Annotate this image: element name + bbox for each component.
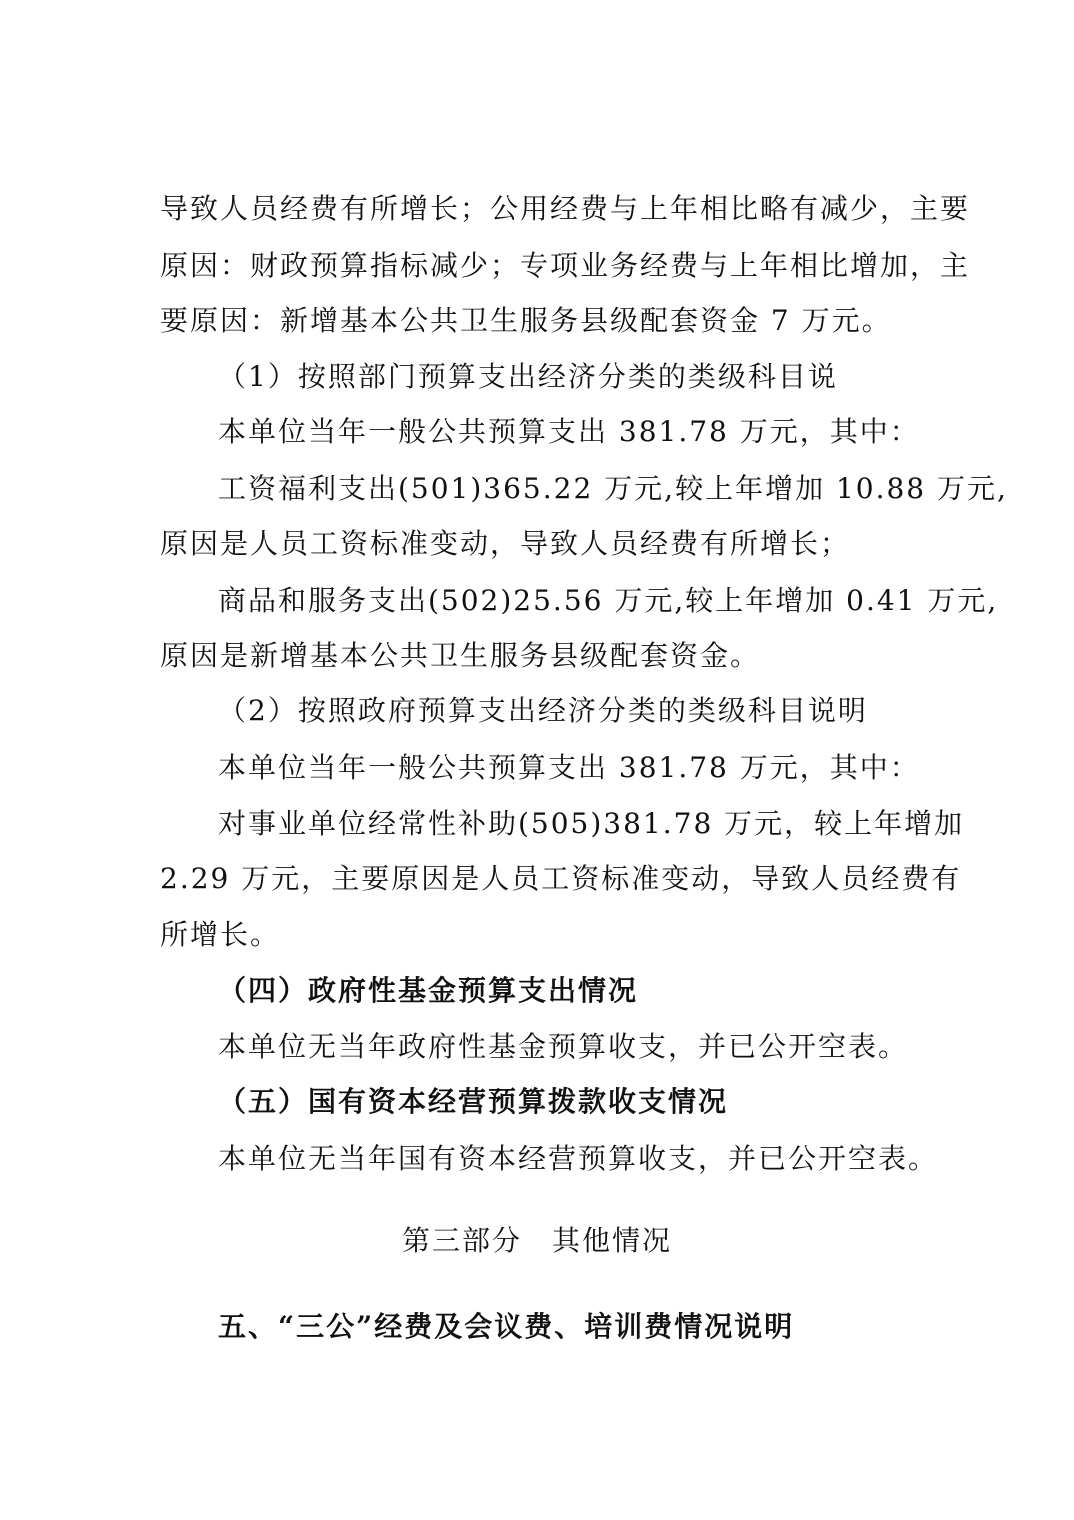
paragraph-line-11: 2.29 万元，主要原因是人员工资标准变动，导致人员经费有 <box>160 862 962 895</box>
paragraph-line-12: 所增长。 <box>160 918 281 951</box>
paragraph-line-13: 本单位无当年政府性基金预算收支，并已公开空表。 <box>218 1030 909 1063</box>
section-heading-4: （四）政府性基金预算支出情况 <box>218 974 639 1007</box>
section-heading-5: （五）国有资本经营预算拨款收支情况 <box>218 1085 729 1118</box>
paragraph-line-4: 本单位当年一般公共预算支出 381.78 万元，其中： <box>218 415 920 448</box>
section-title: 五、“三公”经费及会议费、培训费情况说明 <box>218 1310 795 1343</box>
paragraph-line-9: 本单位当年一般公共预算支出 381.78 万元，其中： <box>218 751 920 784</box>
subheading-1: （1）按照部门预算支出经济分类的类级科目说 <box>218 360 838 393</box>
paragraph-line-10: 对事业单位经常性补助(505)381.78 万元，较上年增加 <box>218 807 965 840</box>
paragraph-line-2: 原因：财政预算指标减少；专项业务经费与上年相比增加，主 <box>160 249 971 282</box>
paragraph-line-3: 要原因：新增基本公共卫生服务县级配套资金 7 万元。 <box>160 304 892 337</box>
paragraph-line-6: 原因是人员工资标准变动，导致人员经费有所增长； <box>160 527 851 560</box>
paragraph-line-8: 原因是新增基本公共卫生服务县级配套资金。 <box>160 639 761 672</box>
paragraph-line-14: 本单位无当年国有资本经营预算收支，并已公开空表。 <box>218 1142 939 1175</box>
subheading-2: （2）按照政府预算支出经济分类的类级科目说明 <box>218 694 868 727</box>
paragraph-line-1: 导致人员经费有所增长；公用经费与上年相比略有减少，主要 <box>160 192 971 225</box>
paragraph-line-5: 工资福利支出(501)365.22 万元,较上年增加 10.88 万元, <box>218 472 1008 505</box>
paragraph-line-7: 商品和服务支出(502)25.56 万元,较上年增加 0.41 万元, <box>218 584 999 617</box>
part-title: 第三部分 其他情况 <box>401 1224 672 1257</box>
